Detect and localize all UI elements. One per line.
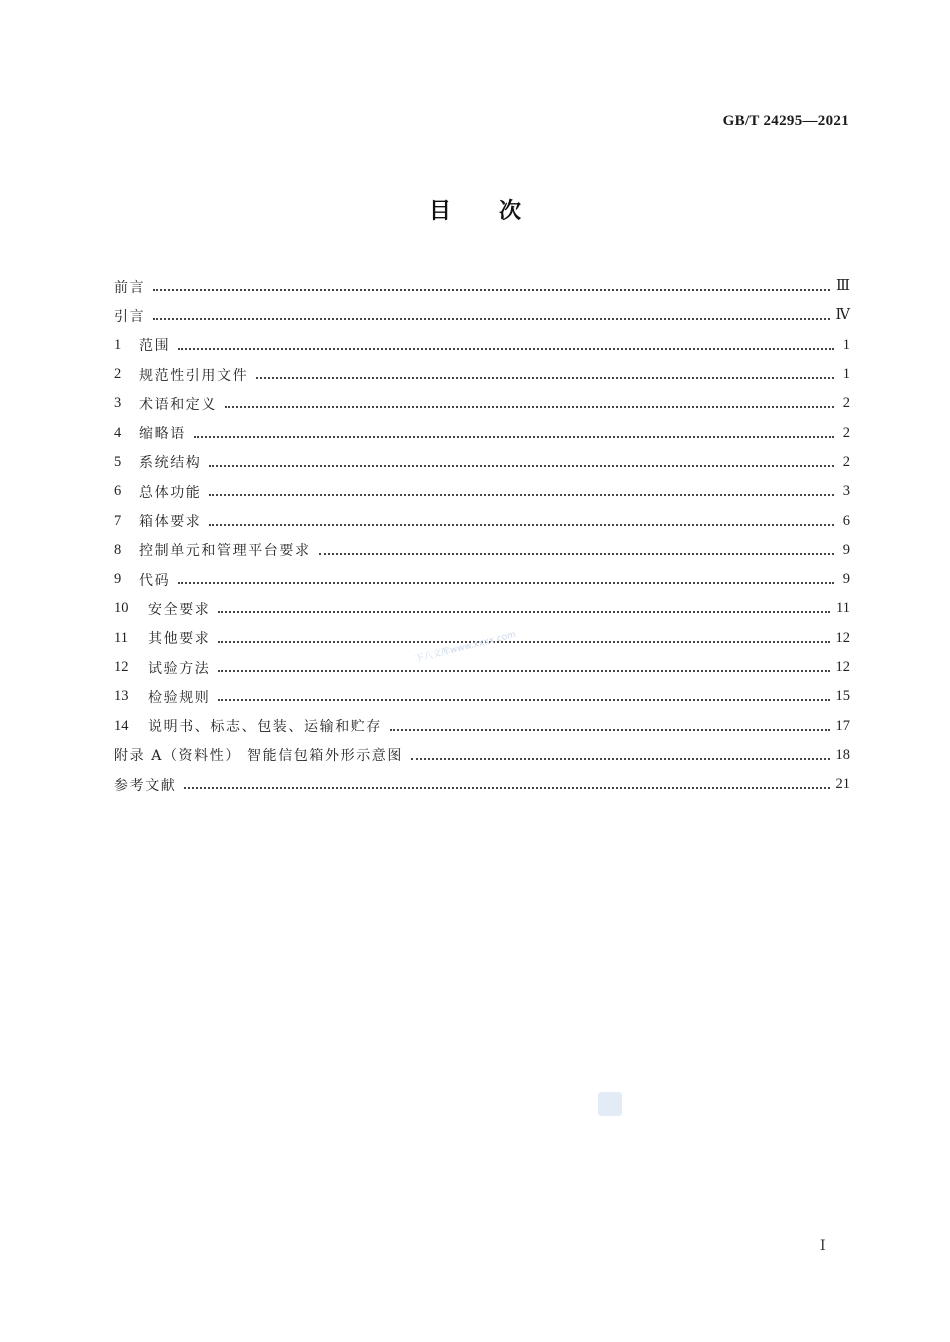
toc-entry-title: 引言: [114, 308, 146, 325]
toc-leader-dots: [209, 464, 834, 467]
toc-entry-title: 箱体要求: [139, 514, 202, 531]
toc-leader-dots: [178, 581, 834, 584]
toc-entry[interactable]: [114, 448, 850, 477]
toc-entry-number: 8: [114, 541, 122, 558]
toc-leader-dots: [319, 552, 834, 555]
watermark: 下八文库www.xxxx.com: [414, 630, 518, 665]
toc-leader-dots: [256, 376, 834, 379]
toc-leader-dots: [218, 698, 829, 701]
toc-entry-number: 13: [114, 688, 129, 705]
table-of-contents: [114, 272, 850, 799]
toc-entry-page: 12: [835, 629, 850, 646]
toc-entry-number: 14: [114, 717, 129, 734]
toc-entry[interactable]: [114, 594, 850, 623]
toc-leader-dots: [390, 728, 830, 731]
toc-title: 目次: [428, 199, 569, 224]
toc-entry-page: Ⅳ: [835, 307, 850, 324]
toc-entry-title: 规范性引用文件: [139, 367, 249, 384]
toc-entry-page: 9: [842, 541, 850, 558]
toc-entry[interactable]: [114, 360, 850, 389]
toc-entry-title: 代码: [139, 572, 171, 589]
toc-entry-title: 其他要求: [148, 631, 211, 648]
toc-entry-title: 术语和定义: [139, 396, 217, 413]
toc-entry-title: 说明书、标志、包装、运输和贮存: [148, 719, 382, 736]
toc-entry-page: 2: [842, 453, 850, 470]
toc-leader-dots: [194, 435, 834, 438]
toc-leader-dots: [411, 757, 829, 760]
toc-entry[interactable]: [114, 477, 850, 506]
toc-entry-page: 1: [842, 366, 850, 383]
toc-entry-number: 3: [114, 395, 122, 412]
toc-entry[interactable]: [114, 682, 850, 711]
toc-entry[interactable]: [114, 389, 850, 418]
toc-entry-number: 6: [114, 483, 122, 500]
toc-entry-number: 5: [114, 453, 122, 470]
toc-leader-dots: [184, 786, 829, 789]
toc-entry-title: 安全要求: [148, 601, 211, 618]
toc-entry-page: 3: [842, 483, 850, 500]
toc-entry[interactable]: [114, 741, 850, 770]
toc-entry-number: 11: [114, 629, 128, 646]
toc-entry-page: 9: [842, 571, 850, 588]
toc-leader-dots: [225, 405, 834, 408]
toc-entry-page: 2: [842, 395, 850, 412]
toc-entry[interactable]: [114, 506, 850, 535]
toc-entry-page: 21: [835, 776, 850, 793]
toc-entry-number: 2: [114, 366, 122, 383]
toc-entry[interactable]: [114, 653, 850, 682]
toc-entry-title: 控制单元和管理平台要求: [139, 543, 311, 560]
toc-entry-title: 试验方法: [148, 660, 211, 677]
toc-entry[interactable]: [114, 565, 850, 594]
toc-entry-title: 范围: [139, 338, 171, 355]
toc-entry-title: 前言: [114, 279, 146, 296]
toc-leader-dots: [153, 317, 829, 320]
toc-leader-dots: [153, 288, 830, 291]
toc-entry-number: 12: [114, 659, 129, 675]
toc-leader-dots: [218, 669, 829, 672]
toc-entry-page: 12: [835, 659, 850, 675]
toc-entry[interactable]: [114, 331, 850, 360]
toc-entry[interactable]: [114, 418, 850, 447]
toc-entry-title: 缩略语: [139, 426, 186, 443]
toc-entry-number: 1: [114, 336, 122, 353]
toc-entry[interactable]: [114, 301, 850, 330]
toc-entry-page: 17: [835, 717, 850, 734]
toc-entry-page: 11: [836, 600, 850, 617]
toc-entry-page: 15: [835, 688, 850, 705]
toc-leader-dots: [209, 523, 834, 526]
toc-entry-number: 4: [114, 424, 122, 441]
toc-entry-title: 总体功能: [139, 484, 202, 501]
toc-entry-title: 附录 A（资料性） 智能信包箱外形示意图: [114, 748, 404, 765]
page-number: Ⅰ: [820, 1239, 826, 1254]
toc-entry-page: Ⅲ: [836, 278, 850, 295]
toc-entry[interactable]: [114, 272, 850, 301]
toc-entry[interactable]: [114, 536, 850, 565]
toc-leader-dots: [178, 347, 834, 350]
toc-entry-page: 18: [835, 746, 850, 763]
toc-entry-title: 参考文献: [114, 777, 177, 794]
toc-entry-number: 10: [114, 600, 129, 617]
toc-leader-dots: [218, 640, 829, 643]
toc-entry-page: 6: [842, 512, 850, 529]
toc-entry-number: 7: [114, 512, 122, 529]
standard-code: GB/T 24295—2021: [722, 113, 849, 129]
toc-entry-page: 2: [842, 424, 850, 441]
toc-entry[interactable]: [114, 711, 850, 740]
publisher-logo-icon: [598, 1092, 622, 1116]
toc-entry[interactable]: [114, 770, 850, 799]
toc-entry-number: 9: [114, 571, 122, 588]
toc-entry-title: 检验规则: [148, 689, 211, 706]
toc-entry-title: 系统结构: [139, 455, 202, 472]
toc-leader-dots: [218, 610, 830, 613]
toc-entry-page: 1: [842, 336, 850, 353]
toc-leader-dots: [209, 493, 834, 496]
